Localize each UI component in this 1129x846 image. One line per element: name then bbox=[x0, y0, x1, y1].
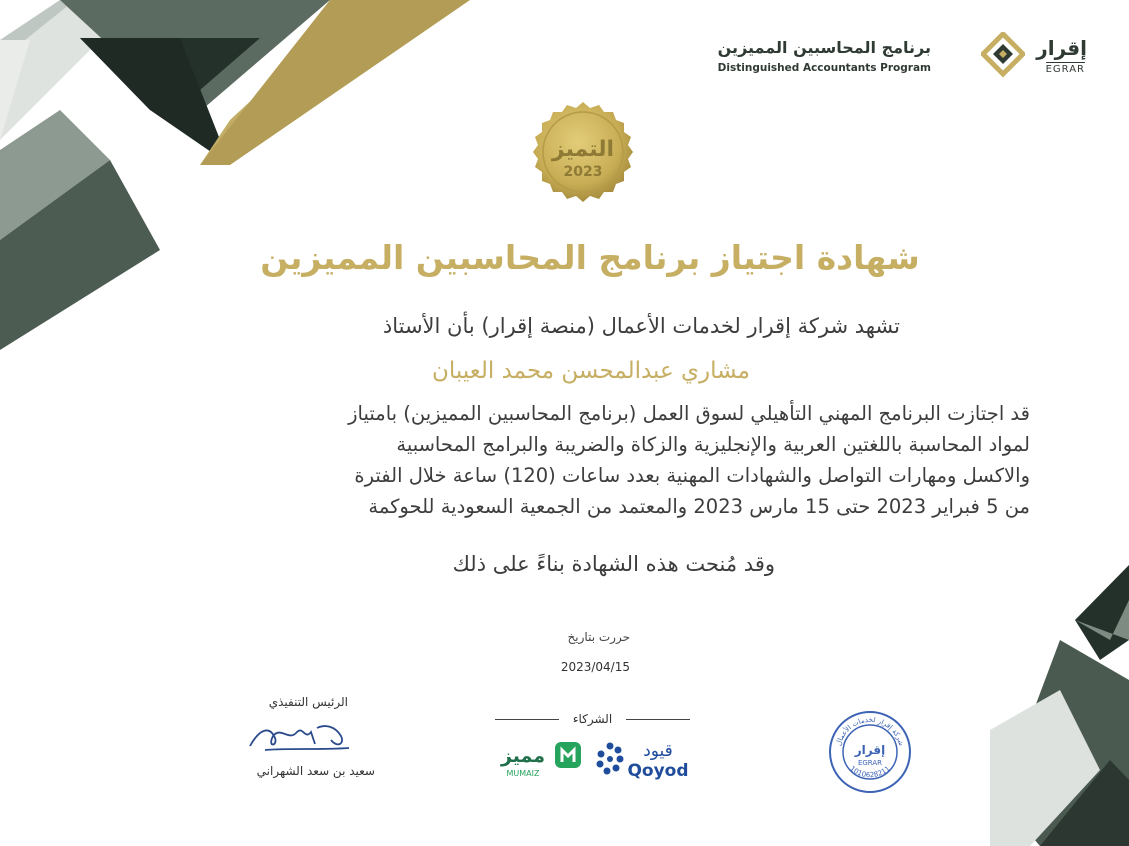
egrar-logo-english: EGRAR bbox=[1045, 64, 1085, 75]
ceo-title: الرئيس التنفيذي bbox=[268, 695, 348, 709]
program-name-arabic: برنامج المحاسبين المميزين bbox=[717, 38, 931, 57]
mumaiz-logo bbox=[493, 738, 585, 782]
program-name-english: Distinguished Accountants Program bbox=[717, 62, 931, 74]
top-left-ribbon-decoration bbox=[0, 0, 520, 360]
issued-date-label: حررت بتاريخ bbox=[567, 630, 630, 644]
header-logo bbox=[717, 30, 1087, 80]
issued-date: 2023/04/15 bbox=[560, 660, 630, 674]
body-line: من 5 فبراير 2023 حتى 15 مارس 2023 والمعتمد من الجمعية السعودية للحوكمة bbox=[368, 495, 1030, 518]
company-stamp bbox=[828, 710, 912, 794]
body-line: قد اجتازت البرنامج المهني التأهيلي لسوق العمل (برنامج المحاسبين المميزين) بامتياز bbox=[348, 402, 1030, 425]
mumaiz-logo-arabic: مميز bbox=[500, 745, 546, 767]
medal-year: 2023 bbox=[563, 164, 603, 180]
excellence-medal-icon bbox=[528, 100, 638, 210]
stamp-center-english: EGRAR bbox=[857, 759, 883, 767]
granted-statement: وقد مُنحت هذه الشهادة بناءً على ذلك bbox=[452, 552, 775, 576]
partners-divider bbox=[495, 719, 690, 720]
ceo-name: سعيد بن سعد الشهراني bbox=[256, 764, 375, 778]
qoyod-logo-arabic: قيود bbox=[643, 741, 673, 761]
partners-label: الشركاء bbox=[572, 712, 613, 726]
certificate-body bbox=[140, 398, 1030, 522]
certificate-intro: تشهد شركة إقرار لخدمات الأعمال (منصة إقرار) بأن الأستاذ bbox=[382, 314, 900, 338]
certificate-title: شهادة اجتياز برنامج المحاسبين المميزين bbox=[260, 238, 920, 277]
recipient-name: مشاري عبدالمحسن محمد العيبان bbox=[431, 358, 750, 384]
egrar-logo-arabic: إقرار bbox=[1036, 36, 1087, 60]
medal-label: التميز bbox=[551, 137, 615, 162]
stamp-center-arabic: إقرار bbox=[854, 743, 886, 757]
stamp-ring-text: شركة إقرار لخدمات الأعمال bbox=[834, 715, 906, 747]
mumaiz-logo-english: MUMAIZ bbox=[506, 769, 540, 778]
qoyod-logo-english: Qoyod bbox=[627, 761, 689, 781]
ceo-signature-icon bbox=[245, 718, 355, 758]
body-line: لمواد المحاسبة باللغتين العربية والإنجليزية والزكاة والضريبة والبرامج المحاسبية bbox=[396, 433, 1030, 456]
qoyod-logo bbox=[596, 738, 696, 782]
egrar-logo-mark-icon bbox=[981, 32, 1025, 78]
body-line: والاكسل ومهارات التواصل والشهادات المهنية بعدد ساعات (120) ساعة خلال الفترة bbox=[354, 464, 1030, 487]
stamp-number: 1010628211 bbox=[848, 764, 892, 780]
